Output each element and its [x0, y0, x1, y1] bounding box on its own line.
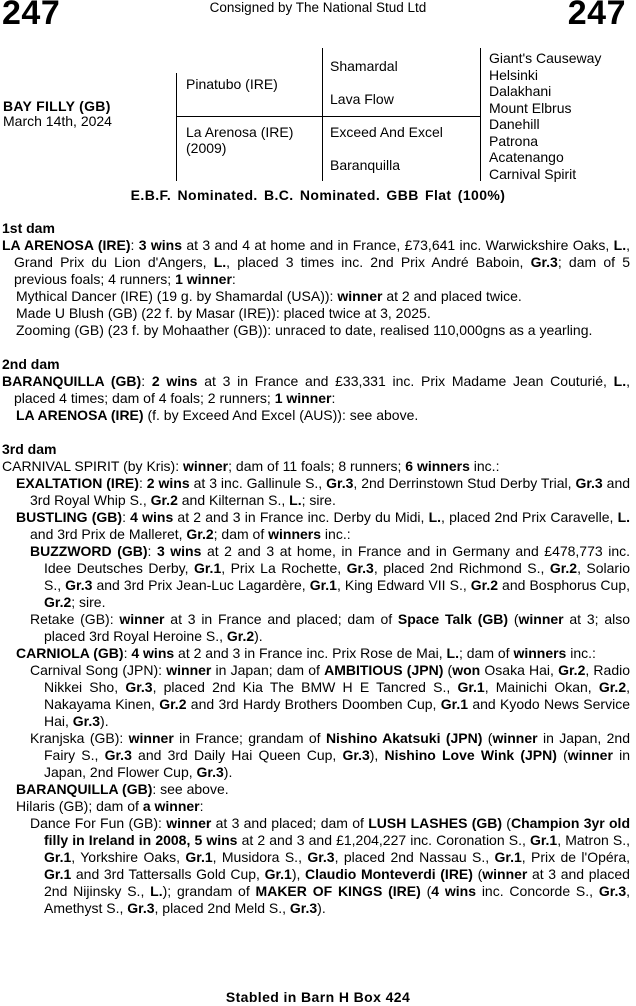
pedigree-bracket-1: [176, 73, 177, 181]
ancestor: Carnival Spirit: [489, 165, 577, 182]
produce-entry: LA ARENOSA (IRE) (f. by Exceed And Excel (AUS)): see above.: [16, 407, 419, 423]
produce-entry: Mythical Dancer (IRE) (19 g. by Shamardal (USA)): winner at 2 and placed twice.: [16, 288, 522, 304]
produce-entry: Retake (GB): winner at 3 in France and placed; dam of Space Talk (GB) (winner at 3; also placed 3rd Royal Heroine S., Gr.2).: [30, 611, 630, 644]
horse-info: [3, 98, 112, 129]
stabling-info: Stabled in Barn H Box 424: [225, 989, 411, 1005]
pedigree-bracket-3: [480, 48, 481, 181]
sire-dam: Lava Flow: [330, 91, 394, 107]
pedigree-divider-2: [322, 116, 480, 117]
horse-name: BAY FILLY (GB): [3, 98, 111, 114]
dam-sire: Exceed And Excel: [330, 124, 443, 140]
produce-entry: BUZZWORD (GB): 3 wins at 2 and 3 at home, in France and in Germany and £478,773 inc. Idee Deutsches Derby, Gr.1, Prix La Rochette, Gr.3, placed 2nd Richmond S., Gr.2, Solario S., Gr.3 and 3rd Prix Jean-Luc Lagardère, Gr.1, King Edward VII S., Gr.2 and Bosphorus Cup, Gr.2; sire.: [30, 543, 631, 610]
third-dam-entry: CARNIVAL SPIRIT (by Kris): winner; dam of 11 foals; 8 runners; 6 winners inc.:: [2, 458, 500, 474]
dam-entry: LA ARENOSA (IRE): 3 wins at 3 and 4 at home and in France, £73,641 inc. Warwickshire Oaks, L., Grand Prix du Lion d'Angers, L., placed 3 times inc. 2nd Prix André Baboin, Gr.3; dam of 5 previous foals; 4 runners; 1 winner:: [2, 237, 630, 287]
lot-number-left: 247: [2, 0, 61, 32]
section-heading-1st-dam: 1st dam: [2, 220, 55, 236]
pedigree-bracket-2: [322, 48, 323, 181]
ancestor: Acatenango: [489, 149, 564, 165]
catalogue-notes: [2, 220, 630, 917]
ancestor: Dalakhani: [489, 83, 552, 99]
consignor: Consigned by The National Stud Ltd: [209, 0, 427, 15]
produce-entry: Made U Blush (GB) (22 f. by Masar (IRE)): placed twice at 3, 2025.: [16, 305, 431, 321]
sire: Pinatubo (IRE): [186, 76, 278, 92]
produce-entry: EXALTATION (IRE): 2 wins at 3 inc. Gallinule S., Gr.3, 2nd Derrinstown Stud Derby Trial, Gr.3 and 3rd Royal Whip S., Gr.2 and Kilternan S., L.; sire.: [16, 475, 631, 508]
ancestor: Giant's Causeway: [489, 50, 602, 66]
produce-entry: Dance For Fun (GB): winner at 3 and placed; dam of LUSH LASHES (GB) (Champion 3yr old filly in Ireland in 2008, 5 wins at 2 and 3 and £1,204,227 inc. Coronation S., Gr.1, Matron S., Gr.1, Yorkshire Oaks, Gr.1, Musidora S., Gr.3, placed 2nd Nassau S., Gr.1, Prix de l'Opéra, Gr.1 and 3rd Tattersalls Gold Cup, Gr.1), Claudio Monteverdi (IRE) (winner at 3 and placed 2nd Nijinsky S., L.); grandam of MAKER OF KINGS (IRE) (4 wins inc. Concorde S., Gr.3, Amethyst S., Gr.3, placed 2nd Meld S., Gr.3).: [30, 815, 631, 916]
pedigree-divider-1: [176, 116, 322, 117]
dam: La Arenosa (IRE): [186, 124, 294, 140]
dam-year: (2009): [186, 140, 227, 156]
lot-number-right: 247: [567, 0, 626, 32]
produce-entry: CARNIOLA (GB): 4 wins at 2 and 3 in France inc. Prix Rose de Mai, L.; dam of winners inc.:: [16, 645, 596, 661]
section-heading-3rd-dam: 3rd dam: [2, 441, 57, 457]
ancestor: Danehill: [489, 116, 540, 132]
fourth-generation: [489, 50, 601, 182]
ancestor: Mount Elbrus: [489, 99, 572, 116]
produce-entry: Hilaris (GB); dam of a winner:: [16, 798, 204, 814]
produce-entry: Carnival Song (JPN): winner in Japan; dam of AMBITIOUS (JPN) (won Osaka Hai, Gr.2, Radio Nikkei Sho, Gr.3, placed 2nd Kia The BMW H E Tancred S., Gr.1, Mainichi Okan, Gr.2, Nakayama Kinen, Gr.2 and 3rd Hardy Brothers Doomben Cup, Gr.1 and Kyodo News Service Hai, Gr.3).: [30, 662, 631, 729]
section-heading-2nd-dam: 2nd dam: [2, 356, 60, 372]
produce-entry: Kranjska (GB): winner in France; grandam of Nishino Akatsuki (JPN) (winner in Japan, 2nd Fairy S., Gr.3 and 3rd Daily Hai Queen Cup, Gr.3), Nishino Love Wink (JPN) (winner in Japan, 2nd Flower Cup, Gr.3).: [30, 730, 630, 780]
ancestor: Helsinki: [489, 66, 539, 83]
grandam-entry: BARANQUILLA (GB): 2 wins at 3 in France and £33,331 inc. Prix Madame Jean Couturié, L., placed 4 times; dam of 4 foals; 2 runners; 1 winner:: [2, 373, 631, 406]
ancestor: Patrona: [489, 132, 539, 149]
produce-entry: BARANQUILLA (GB): see above.: [16, 781, 229, 797]
sire-sire: Shamardal: [330, 58, 398, 74]
produce-entry: Zooming (GB) (23 f. by Mohaather (GB)): unraced to date, realised 110,000gns as a yearling.: [16, 322, 593, 338]
produce-entry: BUSTLING (GB): 4 wins at 2 and 3 in France inc. Derby du Midi, L., placed 2nd Prix Caravelle, L. and 3rd Prix de Malleret, Gr.2; dam of winners inc.:: [16, 509, 631, 542]
foaling-date: March 14th, 2024: [3, 113, 112, 129]
nominations: E.B.F. Nominated. B.C. Nominated. GBB Flat (100%): [130, 187, 506, 203]
dam-dam: Baranquilla: [330, 157, 401, 173]
